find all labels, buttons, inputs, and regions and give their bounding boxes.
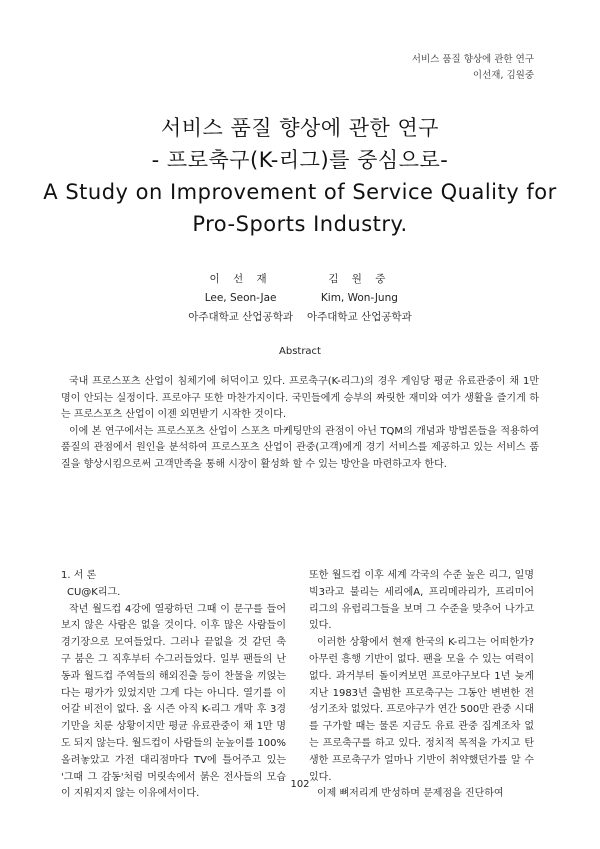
korean-title: 서비스 품질 향상에 관한 연구 (160, 116, 440, 140)
section-heading: 1. 서 론 (61, 570, 97, 581)
running-head (412, 52, 534, 84)
body-column-left (61, 568, 286, 803)
abstract-paragraph: 국내 프로스포츠 산업이 침체기에 허덕이고 있다. 프로축구(K-리그)의 경우 게임당 평균 유료관중이 채 1만명이 안되는 실정이다. 프로야구 또한 마찬가지이다. 국민들에게 승부의 짜릿한 재미와 여가 생활을 즐기게 하는 프로스포츠 산업이 이젠 외면받기 시작한 것이다. (61, 376, 539, 420)
running-head-authors: 이선재, 김원중 (472, 70, 534, 81)
author-affiliation: 아주대학교 산업공학과 (307, 311, 412, 323)
english-title-line-1: A Study on Improvement of Service Quality for (43, 180, 557, 204)
author-1 (188, 270, 293, 327)
author-list (0, 270, 600, 327)
abstract-paragraph: 이에 본 연구에서는 프로스포츠 산업이 스포츠 마케팅만의 관점이 아닌 TQM의 개념과 방법론들을 적용하여 품질의 관점에서 원인을 분석하여 프로스포츠 산업이 관중(고객)에게 경기 서비스를 제공하고 있는 서비스 품질을 향상시킴으로써 고객만족을 통해 시장이 활성화 할 수 있는 방안을 마련하고자 한다. (61, 425, 539, 470)
running-head-title: 서비스 품질 향상에 관한 연구 (411, 54, 534, 65)
title-block (0, 112, 600, 240)
page-number: 102 (290, 779, 310, 790)
author-name: 이 선 재 (209, 273, 272, 285)
author-name: 김 원 중 (328, 273, 391, 285)
subsection-heading: CU@K리그. (67, 586, 121, 598)
english-title-line-2: Pro-Sports Industry. (192, 212, 408, 236)
author-2 (307, 270, 412, 327)
abstract-heading: Abstract (279, 346, 321, 357)
author-roman-name: Lee, Seon-Jae (204, 292, 277, 304)
body-paragraph: 이제 뼈저리게 반성하며 문제점을 진단하여 (317, 788, 504, 800)
korean-subtitle: - 프로축구(K-리그)를 중심으로- (151, 148, 449, 172)
body-paragraph: 작년 월드컵 4강에 열광하던 그때 이 문구를 들어보지 않은 사람은 없을 것이다. 이후 많은 사람들이 경기장으로 모여들었다. 그러나 끝없을 것 같던 축구 붐은 그 직후부터 수그러들었다. 일부 팬들의 난동과 월드컵 주역들의 해외진출 등이 찬물을 끼얹는다는 평가가 있었지만 그게 다는 아니다. 열기를 이어갈 비전이 없다. 올 시즌 아직 K-리그 개막 후 3경기만을 치룬 상황이지만 평균 유료관중이 채 1만 명도 되지 않는다. 월드컵이 사람들의 눈높이를 100% 올려놓았고 가전 대리점마다 TV에 틀어주고 있는 '그때 그 감동'처럼 머릿속에서 붉은 전사들의 모습이 지워지지 않는 이유에서이다. (61, 603, 286, 800)
body-paragraph: 이러한 상황에서 현재 한국의 K-리그는 어떠한가? 아무런 흥행 기반이 없다. 팬을 모을 수 있는 여력이 없다. 과거부터 돌이켜보면 프로야구보다 1년 늦게 지난 1983년 출범한 프로축구는 그동안 변변한 전성기조차 없었다. 프로야구가 연간 500만 관중 시대를 구가할 때는 물론 지금도 유료 관중 집계조차 없는 프로축구를 하고 있다. 정치적 목적을 가지고 탄생한 프로축구가 얼마나 기반이 취약했던가를 알 수 있다. (309, 637, 534, 783)
author-affiliation: 아주대학교 산업공학과 (188, 311, 293, 323)
author-roman-name: Kim, Won-Jung (320, 292, 398, 304)
body-column-right (309, 568, 534, 803)
body-paragraph: 또한 월드컵 이후 세계 각국의 수준 높은 리그, 일명 빅3라고 불리는 세리에A, 프리메라리가, 프리미어리그의 유럽리그들을 보며 그 수준을 맞추어 나가고 있다. (309, 570, 534, 632)
abstract-body (61, 374, 539, 473)
